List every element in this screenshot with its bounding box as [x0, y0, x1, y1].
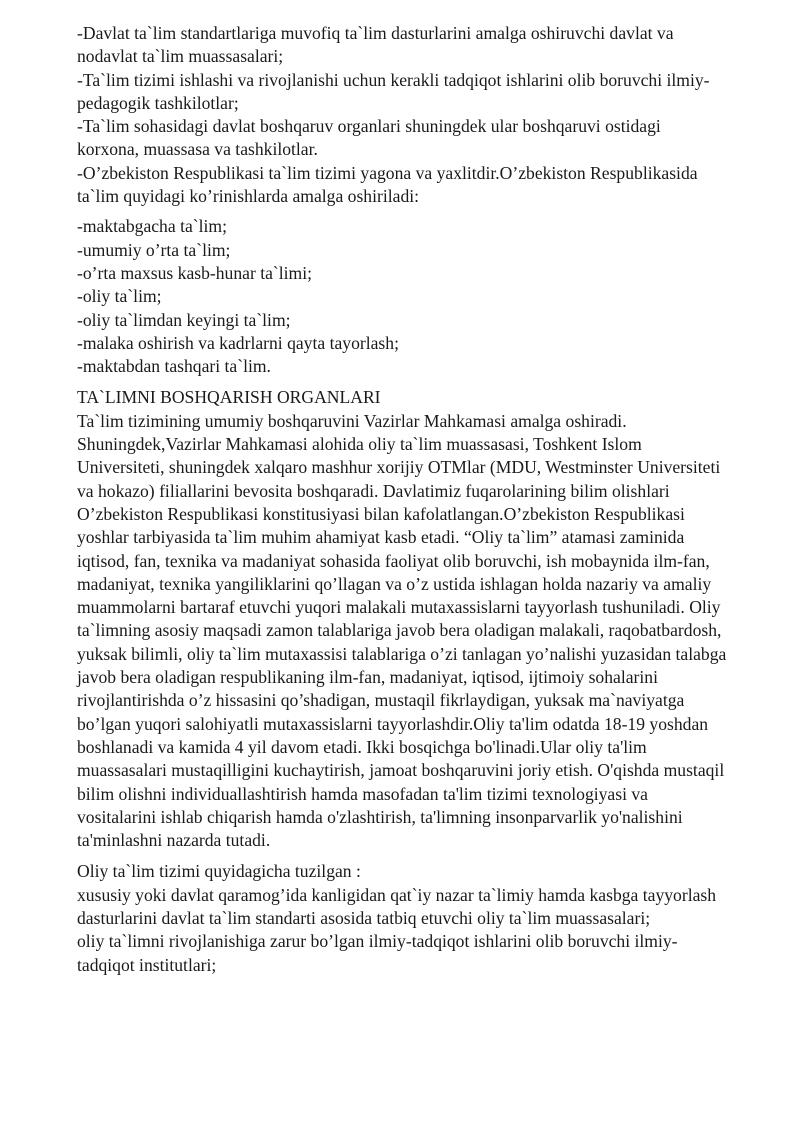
list-item: -maktabgacha ta`lim;	[77, 216, 227, 237]
list-item: oliy ta`limni rivojlanishiga zarur bo’lgan ilmiy-tadqiqot ishlarini olib boruvchi ilmiy-tadqiqot institutlari;	[77, 931, 678, 975]
document-page	[77, 22, 727, 977]
list-item: xususiy yoki davlat qaramog’ida kanligidan qat`iy nazar ta`limiy hamda kasbga tayyorlash dasturlarini davlat ta`lim standarti asosida tatbiq etuvchi oliy ta`lim muassasalari;	[77, 884, 717, 928]
structure-intro: Oliy ta`lim tizimi quyidagicha tuzilgan :	[77, 861, 361, 882]
list-item: -o’rta maxsus kasb-hunar ta`limi;	[77, 262, 313, 283]
list-item: -Davlat ta`lim standartlariga muvofiq ta`lim dasturlarini amalga oshiruvchi davlat va nodavlat ta`lim muassasalari;	[77, 23, 674, 67]
section-heading: TA`LIMNI BOSHQARISH ORGANLARI	[77, 387, 381, 408]
list-item: -oliy ta`limdan keyingi ta`lim;	[77, 309, 291, 330]
list-item: -malaka oshirish va kadrlarni qayta tayorlash;	[77, 332, 399, 353]
list-item: -oliy ta`lim;	[77, 286, 162, 307]
education-forms-list	[77, 215, 727, 378]
list-item: -Ta`lim tizimi ishlashi va rivojlanishi uchun kerakli tadqiqot ishlarini olib boruvchi ilmiy-pedagogik tashkilotlar;	[77, 69, 710, 113]
list-item: -maktabdan tashqari ta`lim.	[77, 356, 271, 377]
section-body: Ta`lim tizimining umumiy boshqaruvini Vazirlar Mahkamasi amalga oshiradi. Shuningdek,Vazirlar Mahkamasi alohida oliy ta`lim muassasasi, Toshkent Islom Universiteti, shuningdek xalqaro mashhur xorijiy OTMlar (MDU, Westminster Universiteti va hokazo) filiallarini bevosita boshqaradi. Davlatimiz fuqarolarining bilim olishlari O’zbekiston Respublikasi konstitusiyasi bilan kafolatlangan.O’zbekiston Respublikasi yoshlar tarbiyasida ta`lim muhim ahamiyat kasb etadi. “Oliy ta`lim” atamasi zaminida iqtisod, fan, texnika va madaniyat sohasida faoliyat olib boruvchi, ish mobaynida ilm-fan, madaniyat, texnika yangiliklarini qo’llagan va o’z ustida ishlagan holda nazariy va amaliy muammolarni bartaraf etuvchi yuqori malakali mutaxassislarni tayyorlash tushuniladi. Oliy ta`limning asosiy maqsadi zamon talablariga javob bera oladigan malakali, raqobatbardosh, yuksak bilimli, oliy ta`lim mutaxassisi talablariga o’zi tanlagan yo’nalishi yuzasidan talabga javob bera oladigan respublikaning ilm-fan, madaniyat, iqtisod, ijtimoiy sohalarini rivojlantirishda o’z hissasini qo’shadigan, mustaqil fikrlaydigan, yuksak ma`naviyatga bo’lgan yuqori salohiyatli mutaxassislarni tayyorlashdir.Oliy ta'lim odatda 18-19 yoshdan boshlanadi va kamida 4 yil davom etadi. Ikki bosqichga bo'linadi.Ular oliy ta'lim muassasalari mustaqilligini kuchaytirish, jamoat boshqaruvini joriy etish. O'qishda mustaqil bilim olishni individuallashtirish hamda masofadan ta'lim tizimi texnologiyasi va vositalarini ishlab chiqarish hamda o'zlashtirish, ta'limning insonparvarlik yo'nalishini ta'minlashni nazarda tutadi.	[77, 410, 727, 851]
list-item: -O’zbekiston Respublikasi ta`lim tizimi yagona va yaxlitdir.O’zbekiston Respublikasida ta`lim quyidagi ko’rinishlarda amalga oshiriladi:	[77, 162, 698, 207]
list-item: -umumiy o’rta ta`lim;	[77, 239, 231, 260]
intro-list	[77, 22, 727, 208]
list-item: -Ta`lim sohasidagi davlat boshqaruv organlari shuningdek ular boshqaruvi ostidagi korxona, muassasa va tashkilotlar.	[77, 116, 661, 160]
higher-education-structure	[77, 860, 727, 976]
governance-section	[77, 386, 727, 852]
